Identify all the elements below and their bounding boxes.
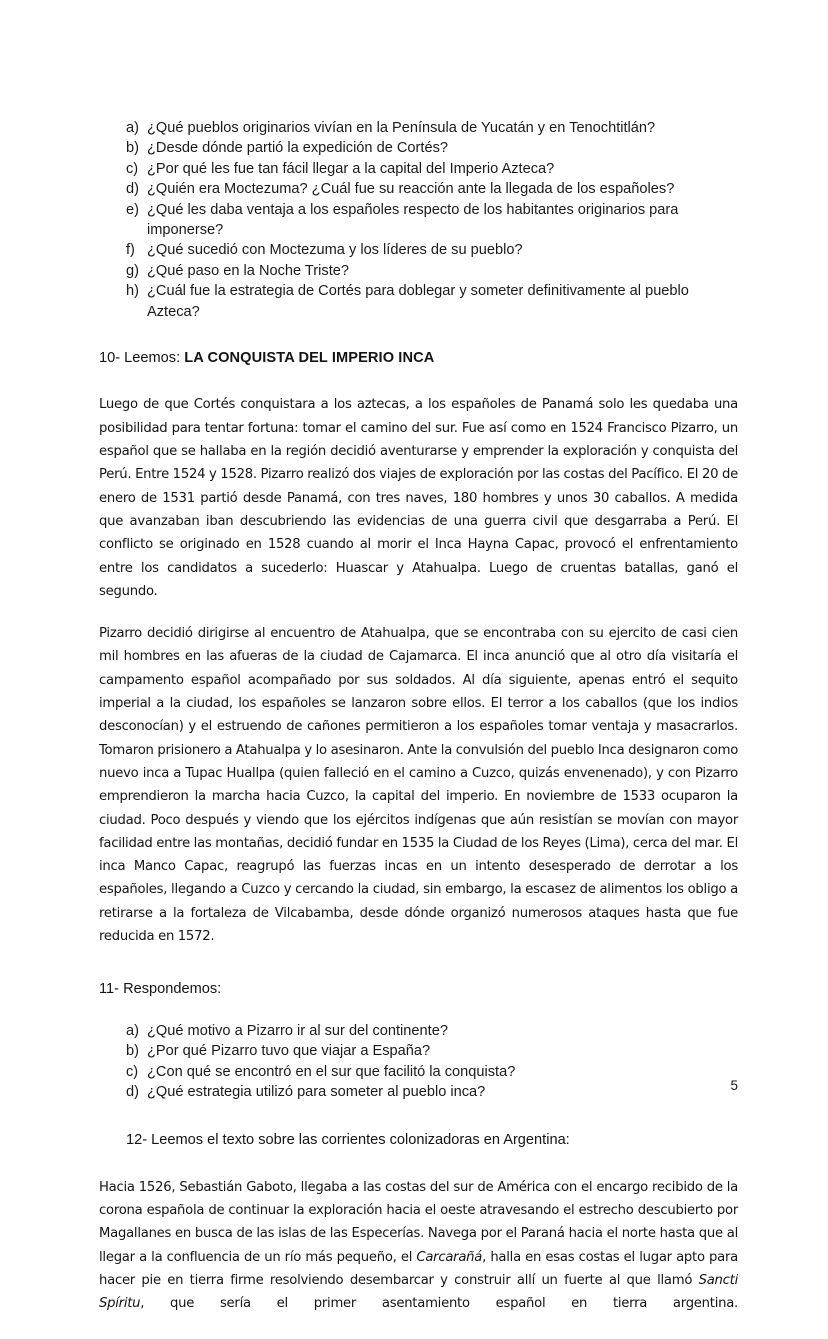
list-item-text: ¿Por qué les fue tan fácil llegar a la capital del Imperio Azteca? (147, 160, 555, 177)
section-heading-10 (99, 348, 738, 368)
list-marker: a) (126, 120, 139, 136)
term-sancti-spiritu: Sancti Spíritu (99, 1272, 738, 1312)
list-item (99, 200, 738, 241)
section-10-title: LA CONQUISTA DEL IMPERIO INCA (184, 350, 435, 367)
list-item-text: ¿Quién era Moctezuma? ¿Cuál fue su reacción ante la llegada de los españoles? (147, 181, 675, 198)
list-item (99, 1021, 738, 1041)
list-item-text: ¿Qué les daba ventaja a los españoles respecto de los habitantes originarios para imponerse? (147, 201, 679, 239)
list-marker: e) (126, 201, 139, 218)
list-item-text: ¿Qué estrategia utilizó para someter al pueblo inca? (147, 1083, 486, 1100)
list-item (99, 118, 738, 138)
list-item (99, 179, 738, 199)
paragraph-argentina-part1: Hacia 1526, Sebastián Gaboto, llegaba a las costas del sur de América con el encargo recibido de la corona española de continuar la exploración hacia el oeste atravesando el estrecho descubierto por Magallanes en busca de las islas de las Especerías. Navega por el Paraná hacia el norte hasta que al llegar a la confluencia de un río más pequeño, el (99, 1179, 738, 1265)
page-content (99, 118, 738, 1339)
list-item-text: ¿Desde dónde partió la expedición de Cortés? (147, 140, 448, 157)
list-item-text: ¿Qué paso en la Noche Triste? (147, 262, 349, 279)
list-marker: c) (126, 160, 139, 177)
paragraph-argentina (99, 1176, 738, 1339)
list-marker: d) (126, 1083, 139, 1100)
list-item (99, 261, 738, 281)
list-item (99, 1041, 738, 1061)
section-heading-11: 11- Respondemos: (99, 981, 222, 998)
paragraph-inca-1: Luego de que Cortés conquistara a los aztecas, a los españoles de Panamá solo les quedaba una posibilidad para tentar fortuna: tomar el camino del sur. Fue así como en 1524 Francisco Pizarro, un español que se hallaba en la región decidió aventurarse y emprender la exploración y conquista del Perú. Entre 1524 y 1528. Pizarro realizó dos viajes de exploración por las costas del Pacífico. El 20 de enero de 1531 partió desde Panamá, con tres naves, 180 hombres y unos 30 caballos. A medida que avanzaban iban descubriendo las evidencias de una guerra civil que desgarraba a Perú. El conflicto se originado en 1528 cuando al morir el Inca Hayna Capac, provocó el enfrentamiento entre los candidatos a sucederlo: Huascar y Atahualpa. Luego de cruentas batallas, ganó el segundo. (99, 397, 738, 599)
paragraph-inca-2: Pizarro decidió dirigirse al encuentro de Atahualpa, que se encontraba con su ejercito de casi cien mil hombres en las afueras de la ciudad de Cajamarca. El inca anunció que al otro día visitaría el campamento español acompañado por sus soldados. Al día siguiente, apenas entró el sequito imperial a la ciudad, los españoles se lanzaron sobre ellos. El terror a los caballos (que los indios desconocían) y el estruendo de cañones permitieron a los españoles tomar ventaja y masacrarlos. Tomaron prisionero a Atahualpa y lo asesinaron. Ante la convulsión del pueblo Inca designaron como nuevo inca a Tupac Huallpa (quien falleció en el camino a Cuzco, quizás envenenado), y con Pizarro emprendieron la marcha hacia Cuzco, la capital del imperio. En noviembre de 1533 ocuparon la ciudad. Poco después y viendo que los ejércitos indígenas que aún resistían se movían con mayor facilidad entre las montañas, decidió fundar en 1535 la Ciudad de los Reyes (Lima), cerca del mar. El inca Manco Capac, reagrupó las fuerzas incas en un intento desesperado de derrotar a los españoles, llegando a Cuzco y cercando la ciudad, sin embargo, la escasez de alimentos los obligo a retirarse a la fortaleza de Vilcabamba, desde dónde organizó numerosos ataques hasta que fue reducida en 1572. (99, 626, 739, 944)
list-marker: b) (126, 140, 139, 157)
list-marker: a) (126, 1022, 139, 1039)
question-list-azteca (99, 118, 738, 322)
list-item (99, 281, 738, 322)
list-item (99, 159, 738, 179)
list-item-text: ¿Qué sucedió con Moctezuma y los líderes de su pueblo? (147, 242, 523, 259)
list-item (99, 240, 738, 260)
page-number: 5 (730, 1078, 738, 1093)
list-item (99, 138, 738, 158)
paragraph-argentina-part2: , halla en esas costas el lugar apto para hacer pie en tierra firme resolviendo desembarcar y construir allí un fuerte al que llamó (99, 1249, 738, 1288)
list-marker: f) (126, 242, 135, 259)
list-item-text: ¿Qué pueblos originarios vivían en la Península de Yucatán y en Tenochtitlán? (147, 120, 656, 136)
section-heading-12: 12- Leemos el texto sobre las corrientes colonizadoras en Argentina: (126, 1132, 570, 1149)
list-marker: g) (126, 262, 139, 279)
list-marker: c) (126, 1063, 139, 1080)
list-marker: h) (126, 283, 139, 300)
list-item-text: ¿Por qué Pizarro tuvo que viajar a España? (147, 1043, 431, 1060)
list-marker: b) (126, 1043, 139, 1060)
list-marker: d) (126, 181, 139, 198)
list-item-text: ¿Qué motivo a Pizarro ir al sur del continente? (147, 1022, 448, 1039)
list-item-text: ¿Con qué se encontró en el sur que facilitó la conquista? (147, 1063, 516, 1080)
list-item-text: ¿Cuál fue la estrategia de Cortés para doblegar y someter definitivamente al pueblo Azteca? (147, 283, 689, 320)
section-10-label: 10- Leemos: (99, 350, 185, 367)
term-carcaranha: Carcarañá (416, 1249, 483, 1265)
paragraph-argentina-part3: , que sería el primer asentamiento español en tierra argentina. (140, 1296, 738, 1312)
